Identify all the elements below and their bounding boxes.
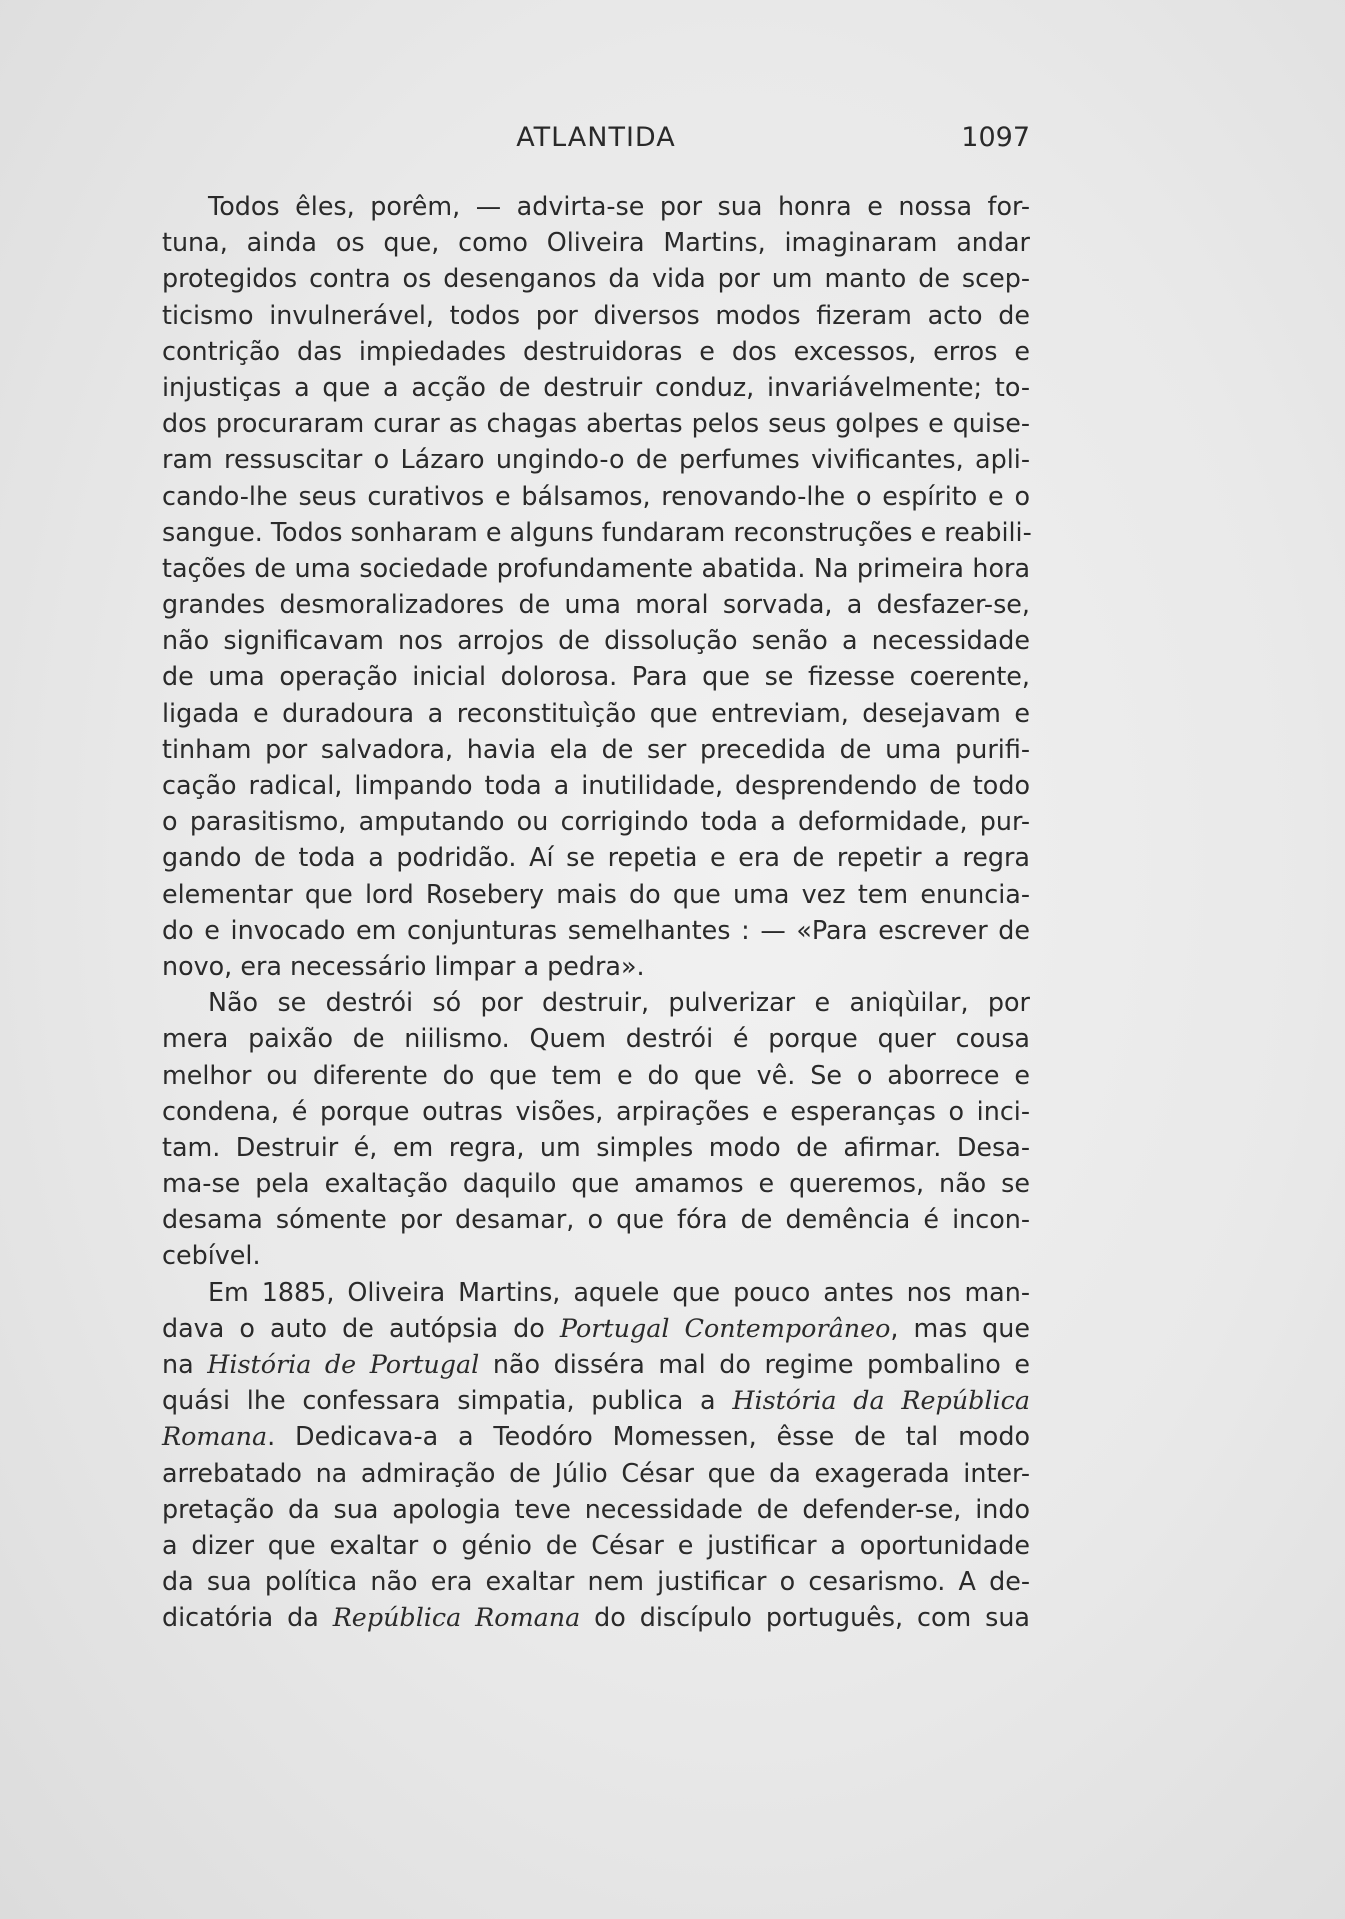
text-line: tinham por salvadora, havia ela de ser precedida de uma purifi-: [162, 733, 1030, 764]
text-line: do e invocado em conjunturas semelhantes : — «Para escrever de: [162, 914, 1030, 945]
italic-title: Portugal Contemporâneo: [559, 1312, 891, 1343]
text-line: cação radical, limpando toda a inutilidade, desprendendo de todo: [162, 770, 1030, 800]
text-line: [162, 1310, 1030, 1346]
text-line: sangue. Todos sonharam e alguns fundaram reconstruções e reabili-: [162, 516, 1032, 547]
text-segment: não disséra mal do regime pombalino e: [479, 1349, 1030, 1379]
text-line: condena, é porque outras visões, arpirações e esperanças o inci-: [162, 1095, 1030, 1126]
text-line: [162, 1382, 1030, 1418]
text-line: contrição das impiedades destruidoras e dos excessos, erros e: [162, 335, 1030, 366]
text-line: [162, 1418, 1030, 1454]
text-line: de uma operação inicial dolorosa. Para que se fizesse coerente,: [162, 661, 1030, 692]
text-segment: dicatória da: [162, 1602, 333, 1633]
text-line: novo, era necessário limpar a pedra».: [162, 950, 645, 981]
text-line: mera paixão de niilismo. Quem destrói é porque quer cousa: [162, 1023, 1030, 1054]
text-segment: . Dedicava-a a Teodóro Momessen, êsse de tal modo: [267, 1421, 1030, 1452]
text-line: tações de uma sociedade profundamente abatida. Na primeira hora: [162, 552, 1030, 583]
text-line: não significavam nos arrojos de dissolução senão a necessidade: [162, 625, 1030, 656]
text-line: ma-se pela exaltação daquilo que amamos e queremos, não se: [162, 1168, 1030, 1199]
text-line: [162, 1346, 1030, 1382]
text-line: grandes desmoralizadores de uma moral sorvada, a desfazer-se,: [162, 589, 1030, 620]
text-line: melhor ou diferente do que tem e do que vê. Se o aborrece e: [162, 1059, 1030, 1090]
text-line: Em 1885, Oliveira Martins, aquele que pouco antes nos man-: [208, 1276, 1030, 1307]
text-line: injustiças a que a acção de destruir conduz, invariávelmente; to-: [162, 371, 1030, 402]
text-line: a dizer que exaltar o génio de César e justificar a oportunidade: [162, 1529, 1030, 1560]
page-header: [162, 120, 1030, 156]
text-line: Não se destrói só por destruir, pulverizar e aniqùilar, por: [208, 987, 1030, 1018]
text-line: o parasitismo, amputando ou corrigindo toda a deformidade, pur-: [162, 806, 1030, 837]
text-line: protegidos contra os desenganos da vida por um manto de scep-: [162, 263, 1030, 294]
text-line: pretação da sua apologia teve necessidade de defender-se, indo: [162, 1493, 1030, 1524]
text-line: ram ressuscitar o Lázaro ungindo-o de perfumes vivificantes, apli-: [162, 444, 1030, 475]
text-line: [162, 1599, 1030, 1635]
text-line: cando-lhe seus curativos e bálsamos, renovando-lhe o espírito e o: [162, 480, 1030, 511]
text-line: Todos êles, porêm, — advirta-se por sua honra e nossa for-: [208, 191, 1030, 221]
italic-title: História da República: [732, 1385, 1030, 1416]
italic-title: História de Portugal: [207, 1349, 480, 1379]
text-line: da sua política não era exaltar nem justificar o cesarismo. A de-: [162, 1566, 1030, 1597]
text-line: desama sómente por desamar, o que fóra de demência é incon-: [162, 1204, 1030, 1235]
text-line: tam. Destruir é, em regra, um simples modo de afirmar. Desa-: [162, 1131, 1030, 1162]
text-segment: na: [162, 1349, 208, 1379]
italic-title: República Romana: [332, 1602, 581, 1633]
text-line: cebível.: [162, 1240, 261, 1271]
page-number: 1097: [961, 122, 1030, 153]
text-segment: quási lhe confessara simpatia, publica a: [162, 1385, 733, 1416]
text-line: ligada e duradoura a reconstituìção que entreviam, desejavam e: [162, 697, 1030, 728]
text-line: gando de toda a podridão. Aí se repetia e era de repetir a regra: [162, 842, 1030, 873]
text-segment: , mas que: [890, 1312, 1030, 1343]
text-line: dos procuraram curar as chagas abertas pelos seus golpes e quise-: [162, 408, 1030, 439]
text-line: tuna, ainda os que, como Oliveira Martins, imaginaram andar: [162, 227, 1030, 258]
text-segment: do discípulo português, com sua: [580, 1602, 1030, 1633]
italic-title: Romana: [162, 1421, 268, 1452]
text-line: elementar que lord Rosebery mais do que uma vez tem enuncia-: [162, 878, 1030, 909]
text-line: arrebatado na admiração de Júlio César que da exagerada inter-: [162, 1457, 1030, 1488]
running-title: ATLANTIDA: [516, 122, 676, 153]
text-segment: dava o auto de autópsia do: [162, 1312, 560, 1343]
body-text: [162, 188, 1030, 1636]
text-line: ticismo invulnerável, todos por diversos modos fizeram acto de: [162, 299, 1030, 330]
